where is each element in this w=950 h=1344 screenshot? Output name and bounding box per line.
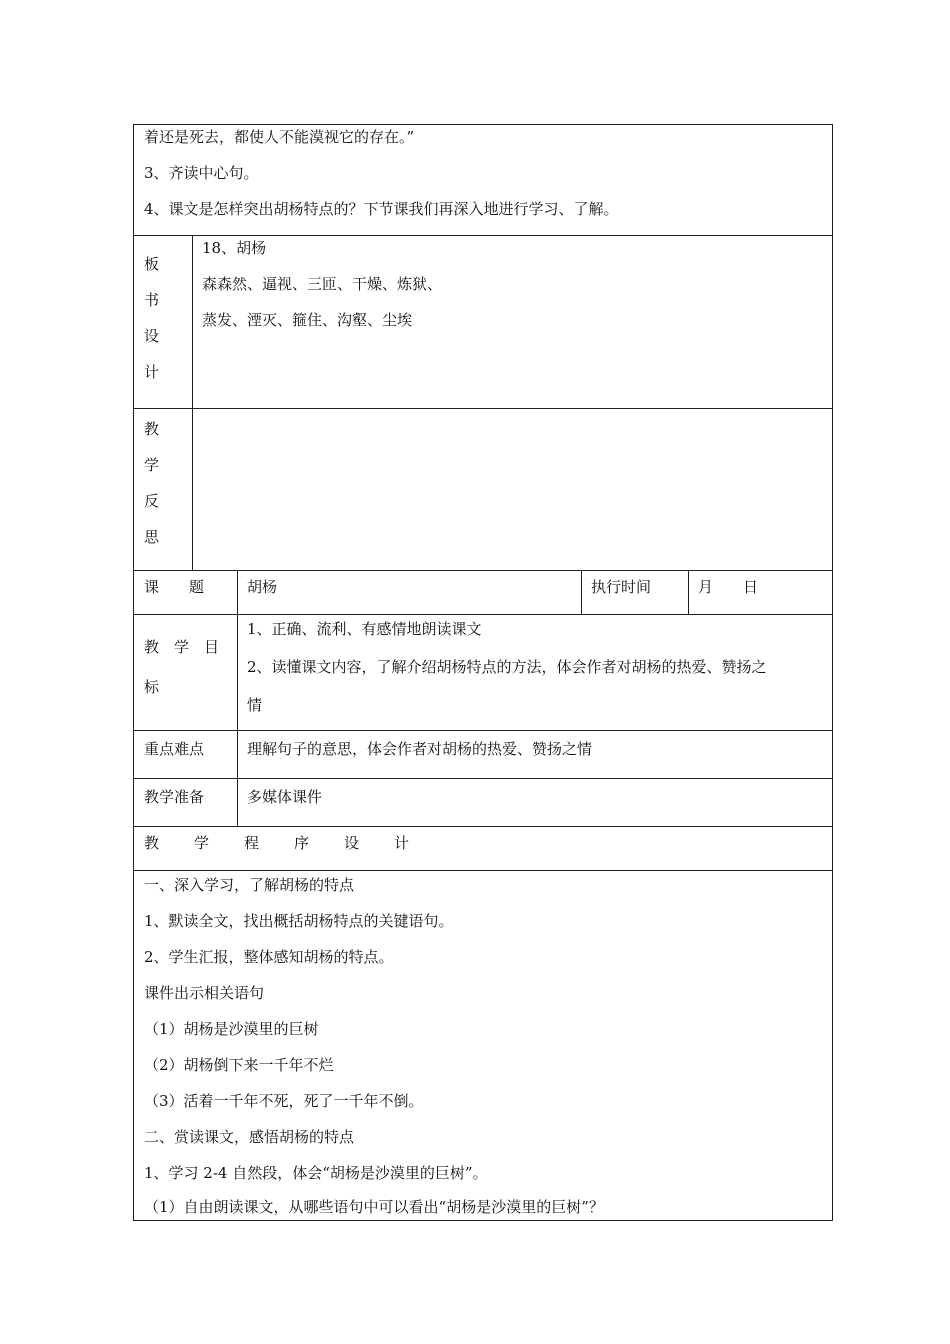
reflection-row	[133, 408, 833, 571]
goals-label: 教 学 目	[144, 638, 220, 656]
program-title-char: 序	[294, 834, 310, 852]
column-divider	[192, 409, 193, 570]
reflection-label-char: 思	[144, 528, 160, 546]
column-divider	[688, 571, 689, 614]
procedure-line: 1、学习 2-4 自然段，体会“胡杨是沙漠里的巨树”。	[144, 1164, 488, 1182]
program-title-char: 计	[394, 834, 410, 852]
row-divider	[134, 826, 832, 827]
prep-label: 教学准备	[144, 788, 205, 806]
text-line: 着还是死去，都使人不能漠视它的存在。”	[144, 128, 415, 146]
board-line: 森森然、逼视、三匝、干燥、炼狱、	[202, 275, 443, 293]
reflection-label-char: 教	[144, 420, 160, 438]
continuation-cell	[133, 124, 833, 236]
procedure-cell	[133, 870, 833, 1221]
procedure-line: （3）活着一千年不死，死了一千年不倒。	[144, 1092, 424, 1110]
row-divider	[134, 778, 832, 779]
board-line: 18、胡杨	[202, 239, 267, 257]
procedure-line: 2、学生汇报，整体感知胡杨的特点。	[144, 948, 394, 966]
lesson-info-table	[133, 570, 833, 871]
time-value: 月 日	[698, 578, 759, 596]
topic-label: 课 题	[144, 578, 205, 596]
board-label-char: 计	[144, 363, 160, 381]
procedure-line: 二、赏读课文，感悟胡杨的特点	[144, 1128, 355, 1146]
goal-line: 2、读懂课文内容，了解介绍胡杨特点的方法，体会作者对胡杨的热爱、赞扬之	[247, 658, 767, 676]
board-label-char: 设	[144, 327, 160, 345]
board-label-char: 板	[144, 255, 160, 273]
key-points-label: 重点难点	[144, 740, 205, 758]
procedure-line: 1、默读全文，找出概括胡杨特点的关键语句。	[144, 912, 454, 930]
program-title-char: 程	[244, 834, 260, 852]
procedure-line: 一、深入学习，了解胡杨的特点	[144, 876, 355, 894]
goal-line: 情	[247, 696, 263, 714]
column-divider	[237, 571, 238, 826]
text-line: 3、齐读中心句。	[144, 164, 259, 182]
row-divider	[134, 614, 832, 615]
board-label-char: 书	[144, 291, 160, 309]
board-line: 蒸发、湮灭、箍住、沟壑、尘埃	[202, 311, 413, 329]
reflection-label-char: 学	[144, 456, 160, 474]
prep-value: 多媒体课件	[247, 788, 323, 806]
procedure-line: （2）胡杨倒下来一千年不烂	[144, 1056, 334, 1074]
program-title-char: 教	[144, 834, 160, 852]
key-points-value: 理解句子的意思，体会作者对胡杨的热爱、赞扬之情	[247, 740, 593, 758]
column-divider	[192, 236, 193, 408]
board-design-row	[133, 235, 833, 409]
goal-line: 1、正确、流利、有感情地朗读课文	[247, 620, 482, 638]
goals-label: 标	[144, 678, 160, 696]
procedure-line: （1）自由朗读课文，从哪些语句中可以看出“胡杨是沙漠里的巨树”？	[144, 1198, 604, 1216]
text-line: 4、课文是怎样突出胡杨特点的？下节课我们再深入地进行学习、了解。	[144, 200, 619, 218]
program-title-char: 设	[344, 834, 360, 852]
procedure-line: 课件出示相关语句	[144, 984, 265, 1002]
row-divider	[134, 730, 832, 731]
topic-value: 胡杨	[247, 578, 278, 596]
program-title-char: 学	[194, 834, 210, 852]
time-label: 执行时间	[591, 578, 652, 596]
reflection-label-char: 反	[144, 492, 160, 510]
column-divider	[581, 571, 582, 614]
procedure-line: （1）胡杨是沙漠里的巨树	[144, 1020, 319, 1038]
